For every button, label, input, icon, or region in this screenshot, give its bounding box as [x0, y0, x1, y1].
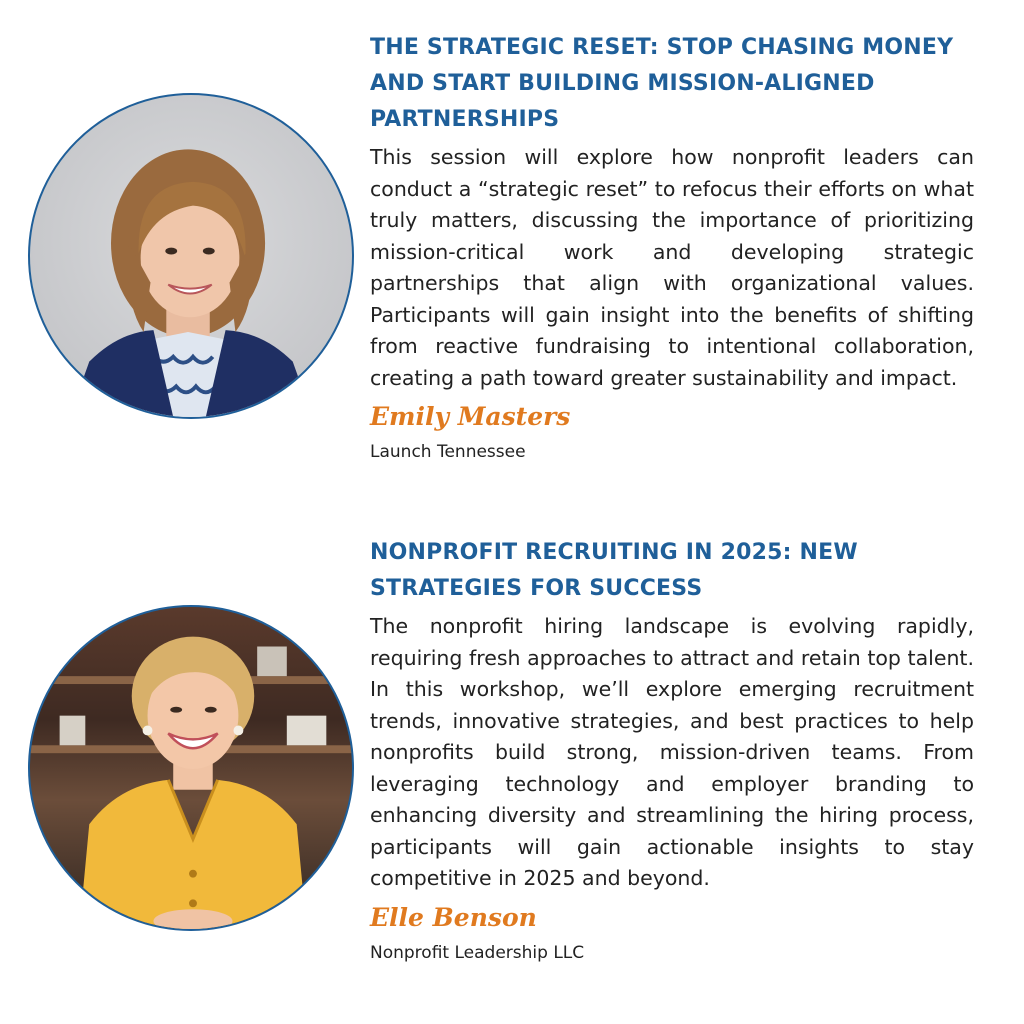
speaker-portrait-illustration: [30, 607, 352, 929]
speaker-name: Emily Masters: [370, 402, 571, 431]
session-title: NONPROFIT RECRUITING IN 2025: NEW STRATEGIES FOR SUCCESS: [370, 540, 858, 601]
session-title: THE STRATEGIC RESET: STOP CHASING MONEY AND START BUILDING MISSION-ALIGNED PARTNERSHIPS: [370, 35, 954, 132]
speaker-organization: Nonprofit Leadership LLC: [370, 942, 585, 963]
speaker-photo: [28, 93, 354, 419]
session-card: [0, 510, 1024, 1024]
session-card: [0, 0, 1024, 510]
speaker-photo: [28, 605, 354, 931]
session-description: This session will explore how nonprofit leaders can conduct a “strategic reset” to refocus their efforts on what truly matters, discussing the importance of prioritizing mission-critical work and developing strategic partnerships that align with organizational values. Participants will gain insight into the benefits of shifting from reactive fundraising to intentional collaboration, creating a path toward greater sustainability and impact.: [370, 145, 974, 390]
speaker-organization: Launch Tennessee: [370, 442, 526, 462]
speaker-name: Elle Benson: [370, 902, 537, 932]
session-text: [370, 30, 974, 466]
session-text: [370, 535, 974, 967]
speaker-portrait-illustration: [30, 95, 352, 417]
session-description: The nonprofit hiring landscape is evolving rapidly, requiring fresh approaches to attract and retain top talent. In this workshop, we’ll explore emerging recruitment trends, innovative strategies, and best practices to help nonprofits build strong, mission-driven teams. From leveraging technology and employer branding to enhancing diversity and streamlining the hiring process, participants will gain actionable insights to stay competitive in 2025 and beyond.: [370, 614, 974, 890]
